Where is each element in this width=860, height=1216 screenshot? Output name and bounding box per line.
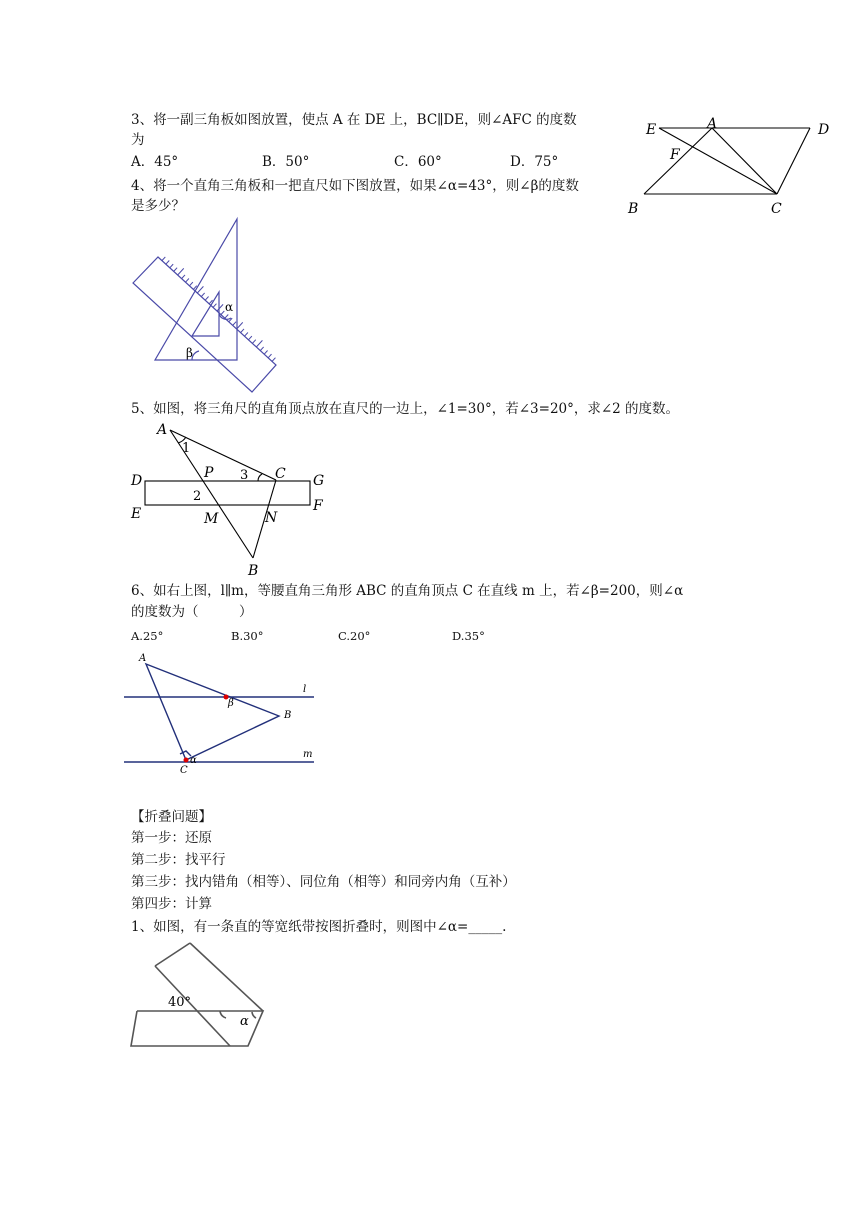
q5-label-2: 2 xyxy=(193,489,202,504)
q3-label-d: D xyxy=(818,122,830,138)
folding-q1-text: 1、如图，有一条直的等宽纸带按图折叠时，则图中∠α=_____. xyxy=(131,919,507,935)
q3-option-a: A．45° xyxy=(131,154,179,170)
q4-label-beta: β xyxy=(186,346,193,360)
q3-text-line1: 3、将一副三角板如图放置，使点 A 在 DE 上，BC∥DE，则∠AFC 的度数 xyxy=(131,112,577,128)
q6-option-c: C.20° xyxy=(338,629,371,643)
q3-option-d: D．75° xyxy=(510,154,559,170)
q3-label-e: E xyxy=(646,122,657,138)
q3-option-c: C．60° xyxy=(394,154,442,170)
q5-label-1: 1 xyxy=(182,441,191,456)
q6-label-c: C xyxy=(180,765,188,776)
q5-label-e: E xyxy=(131,506,142,522)
folding-label-angle: 40° xyxy=(168,995,192,1010)
q5-label-m: M xyxy=(204,511,219,527)
q6-label-l: l xyxy=(303,684,307,695)
q5-label-d: D xyxy=(131,473,143,489)
q5-text-line1: 5、如图，将三角尺的直角顶点放在直尺的一边上，∠1=30°，若∠3=20°，求∠2 的度数。 xyxy=(131,401,680,417)
folding-step-4: 第四步：计算 xyxy=(131,896,212,912)
q5-label-b: B xyxy=(248,563,259,579)
q4-text-line1: 4、将一个直角三角板和一把直尺如下图放置，如果∠α=43°，则∠β的度数 xyxy=(131,178,579,194)
q6-label-a: A xyxy=(139,653,147,664)
q5-label-a: A xyxy=(157,422,168,438)
q3-label-c: C xyxy=(771,201,782,217)
q5-label-n: N xyxy=(265,510,278,526)
folding-title: 【折叠问题】 xyxy=(131,809,212,825)
q5-label-p: P xyxy=(204,465,214,481)
q6-text-line1: 6、如右上图，l∥m，等腰直角三角形 ABC 的直角顶点 C 在直线 m 上，若∠β=200，则∠α xyxy=(131,583,684,599)
q6-option-a: A.25° xyxy=(131,629,164,643)
q6-label-m: m xyxy=(303,749,313,760)
q3-label-b: B xyxy=(628,201,639,217)
q3-label-f: F xyxy=(670,147,680,163)
folding-step-3: 第三步：找内错角（相等）、同位角（相等）和同旁内角（互补） xyxy=(131,874,516,890)
q3-label-a: A xyxy=(707,116,718,132)
q4-label-alpha: α xyxy=(225,300,234,314)
q4-text-line2: 是多少？ xyxy=(131,198,185,214)
folding-step-1: 第一步：还原 xyxy=(131,830,212,846)
q6-option-b: B.30° xyxy=(231,629,264,643)
q5-label-f: F xyxy=(313,498,323,514)
q6-label-b: B xyxy=(284,710,292,721)
q6-label-alpha: α xyxy=(190,755,197,766)
q6-option-d: D.35° xyxy=(452,629,485,643)
q5-label-3: 3 xyxy=(240,468,249,483)
q5-label-c: C xyxy=(275,466,286,482)
folding-step-2: 第二步：找平行 xyxy=(131,852,226,868)
q5-label-g: G xyxy=(313,473,325,489)
q3-text-line2: 为 xyxy=(131,132,145,148)
q6-text-line2: 的度数为（ ） xyxy=(131,604,253,620)
folding-label-alpha: α xyxy=(240,1014,249,1029)
q6-label-beta: β xyxy=(228,698,234,709)
q3-option-b: B．50° xyxy=(262,154,310,170)
